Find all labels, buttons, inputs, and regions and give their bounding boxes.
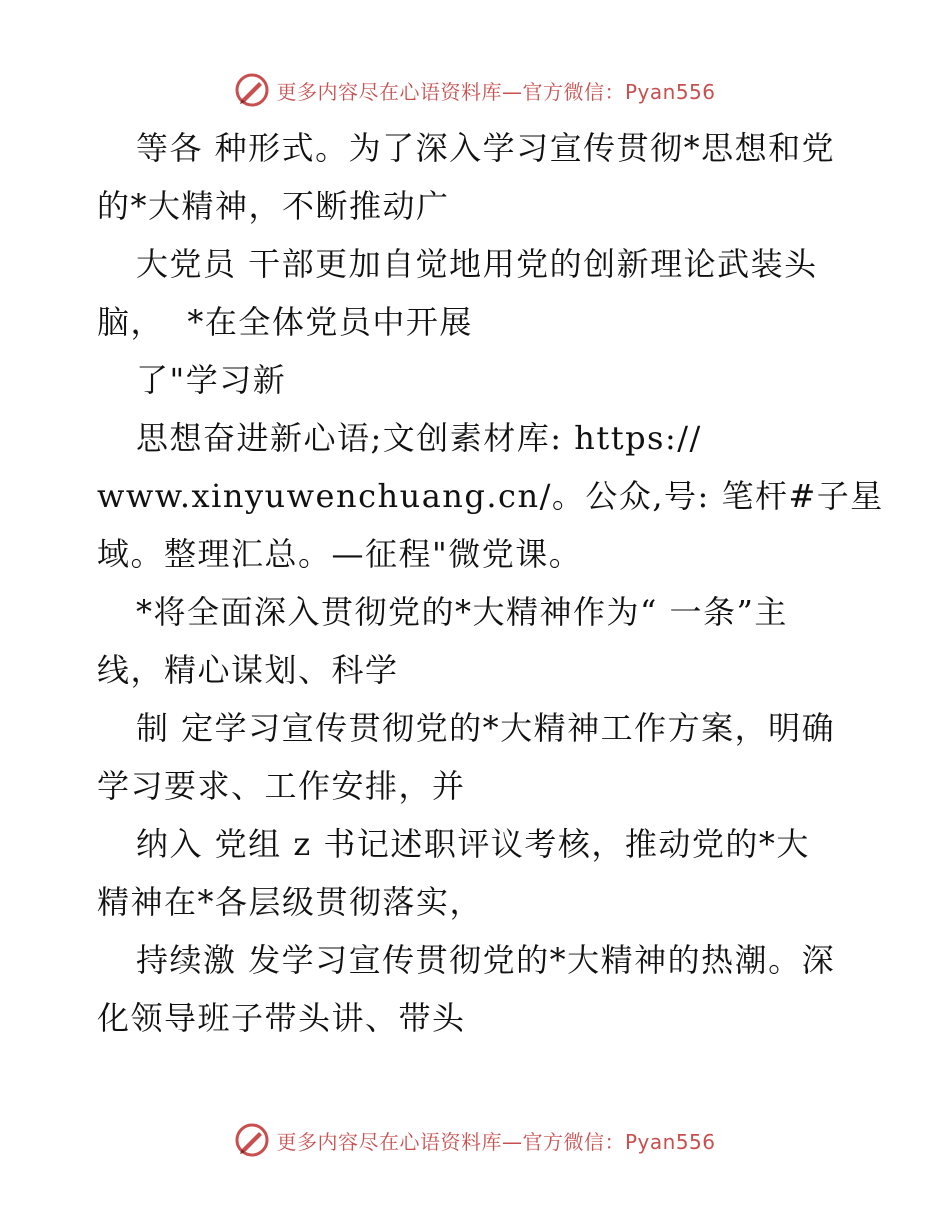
body-line: 持续激 发学习宣传贯彻党的*大精神的热潮。深 — [136, 941, 836, 979]
pen-logo-icon — [234, 72, 270, 108]
body-line: 精神在*各层级贯彻落实， — [97, 883, 484, 921]
watermark-text: 更多内容尽在心语资料库—官方微信：Pyan556 — [276, 1129, 716, 1154]
body-line: 大党员 干部更加自觉地用党的创新理论武装头 — [136, 245, 818, 283]
body-line: 域。整理汇总。—征程"微党课。 — [97, 535, 583, 573]
body-line: 思想奋进新心语;文创素材库: https:// — [136, 419, 702, 457]
body-line: 学习要求、工作安排，并 — [97, 767, 466, 805]
body-line: 脑， *在全体党员中开展 — [97, 303, 473, 341]
pen-logo-icon — [234, 1122, 270, 1158]
footer-watermark — [0, 1120, 950, 1160]
body-line: *将全面深入贯彻党的*大精神作为“ 一条”主 — [136, 593, 788, 631]
body-line: www.xinyuwenchuang.cn/。公众,号: 笔杆#子星 — [97, 477, 884, 515]
header-watermark — [0, 70, 950, 110]
body-line: 线，精心谋划、科学 — [97, 651, 399, 689]
body-line: 化领导班子带头讲、带头 — [97, 999, 466, 1037]
body-line: 制 定学习宣传贯彻党的*大精神工作方案，明确 — [136, 709, 836, 747]
body-line: 等各 种形式。为了深入学习宣传贯彻*思想和党 — [136, 129, 836, 167]
watermark-text: 更多内容尽在心语资料库—官方微信：Pyan556 — [276, 79, 716, 104]
body-line: 的*大精神，不断推动广 — [97, 187, 450, 225]
body-line: 了"学习新 — [136, 361, 287, 399]
body-line: 纳入 党组 z 书记述职评议考核，推动党的*大 — [136, 825, 810, 863]
